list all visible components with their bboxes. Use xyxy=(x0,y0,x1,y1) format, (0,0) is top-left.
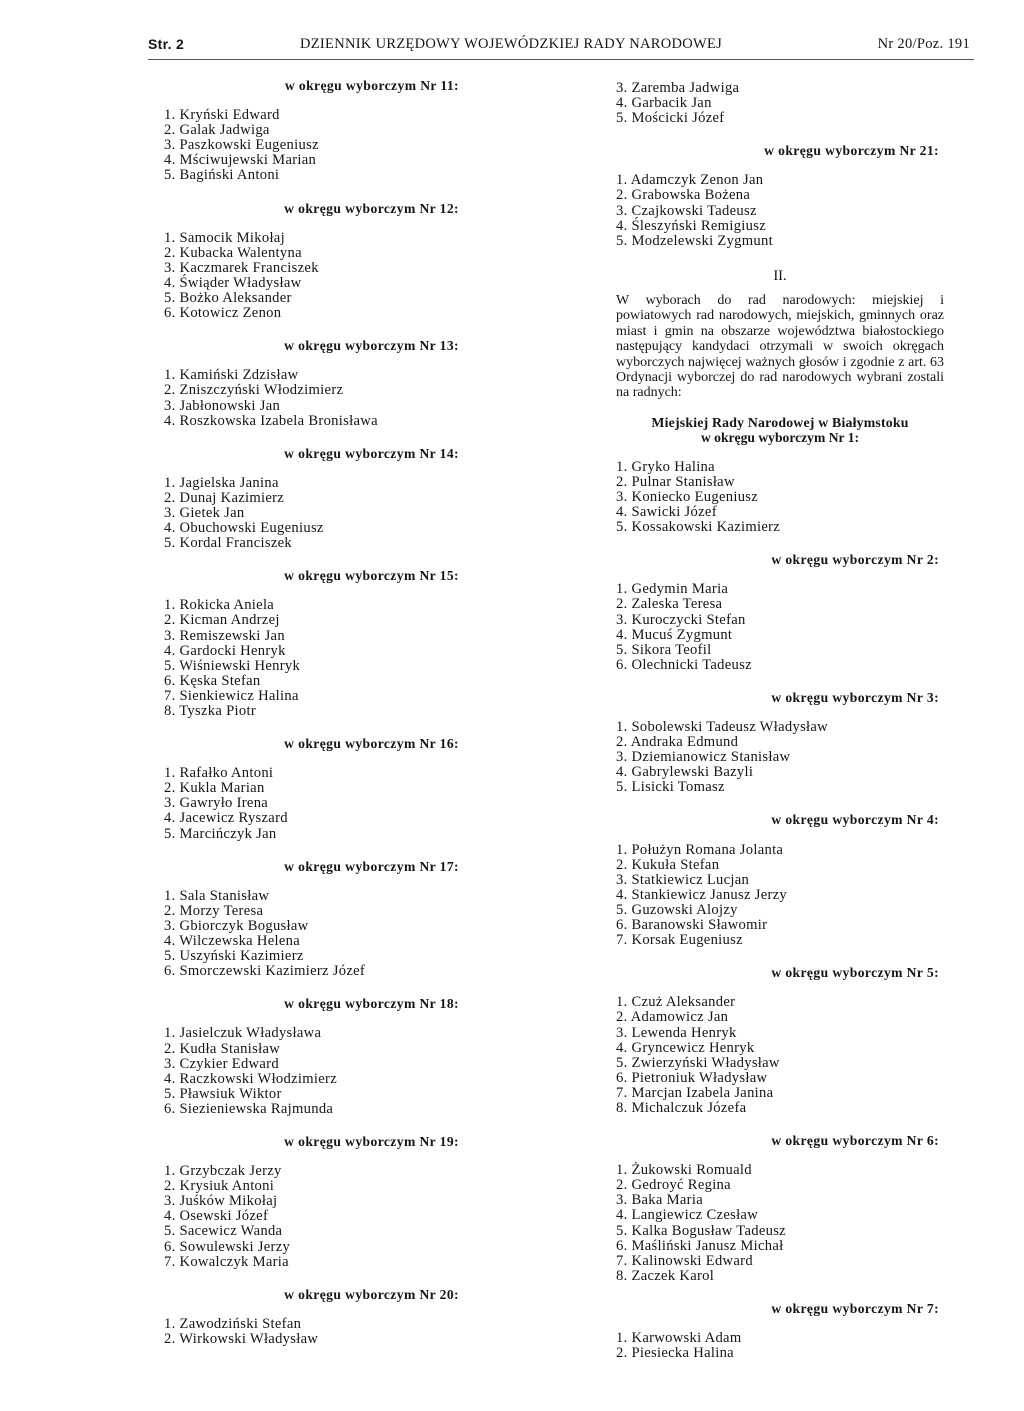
candidate-name: 5. Sacewicz Wanda xyxy=(164,1223,283,1240)
candidate-name: 3. Gawryło Irena xyxy=(164,795,269,812)
candidate-name: 2. Morzy Teresa xyxy=(164,902,264,919)
candidate-name: 7. Korsak Eugeniusz xyxy=(616,932,743,949)
district-heading: w okręgu wyborczym Nr 16: xyxy=(284,736,459,752)
candidate-name: 4. Świąder Władysław xyxy=(164,274,302,291)
council-title: Miejskiej Rady Narodowej w Białymstoku xyxy=(651,414,909,430)
candidate-name: 3. Czajkowski Tadeusz xyxy=(616,202,757,219)
candidate-name: 3. Dziemianowicz Stanisław xyxy=(616,749,791,766)
candidate-name: 3. Gietek Jan xyxy=(164,504,245,521)
candidate-name: 1. Samocik Mikołaj xyxy=(164,229,285,246)
district-heading: w okręgu wyborczym Nr 5: xyxy=(771,965,939,981)
district-heading: w okręgu wyborczym Nr 2: xyxy=(771,552,939,568)
candidate-name: 5. Modzelewski Zygmunt xyxy=(616,232,773,249)
candidate-name: 6. Kotowicz Zenon xyxy=(164,305,282,322)
candidate-name: 2. Kukuła Stefan xyxy=(616,856,720,873)
candidate-name: 6. Pietroniuk Władysław xyxy=(616,1069,768,1086)
candidate-name: 4. Jacewicz Ryszard xyxy=(164,810,288,827)
candidate-list xyxy=(616,843,944,949)
candidate-name: 6. Maśliński Janusz Michał xyxy=(616,1237,784,1254)
candidate-list xyxy=(164,368,464,428)
candidate-list xyxy=(616,1163,944,1284)
candidate-name: 2. Adamowicz Jan xyxy=(616,1009,729,1026)
candidate-name: 1. Jasielczuk Władysława xyxy=(164,1025,322,1042)
candidate-list xyxy=(164,231,464,322)
candidate-name: 3. Czykier Edward xyxy=(164,1055,279,1072)
candidate-list xyxy=(616,1331,944,1361)
council-districts xyxy=(616,430,944,1361)
district-heading: w okręgu wyborczym Nr 17: xyxy=(284,858,459,874)
candidate-name: 5. Kalka Bogusław Tadeusz xyxy=(616,1222,786,1239)
candidate-name: 8. Tyszka Piotr xyxy=(164,703,256,719)
candidate-name: 4. Sawicki Józef xyxy=(616,504,717,521)
candidate-list xyxy=(164,1317,464,1347)
candidate-name: 2. Andraka Edmund xyxy=(616,734,739,751)
district-heading: w okręgu wyborczym Nr 19: xyxy=(284,1133,459,1149)
candidate-name: 1. Czuż Aleksander xyxy=(616,994,736,1011)
page-number: Str. 2 xyxy=(148,36,185,52)
candidate-name: 1. Połużyn Romana Jolanta xyxy=(616,841,784,858)
candidate-name: 2. Grabowska Bożena xyxy=(616,187,751,204)
candidate-name: 2. Zniszczyński Włodzimierz xyxy=(164,382,344,399)
candidate-list xyxy=(164,476,464,551)
candidate-name: 5. Marcińczyk Jan xyxy=(164,825,277,842)
right-column xyxy=(616,78,944,1361)
candidate-name: 6. Smorczewski Kazimierz Józef xyxy=(164,963,366,980)
candidate-name: 2. Gedroyć Regina xyxy=(616,1177,731,1194)
candidate-name: 2. Dunaj Kazimierz xyxy=(164,489,285,506)
candidate-name: 1. Żukowski Romuald xyxy=(616,1162,752,1179)
candidate-name: 2. Kukla Marian xyxy=(164,780,265,797)
district-heading: w okręgu wyborczym Nr 7: xyxy=(771,1300,939,1316)
candidate-name: 4. Gabrylewski Bazyli xyxy=(616,764,754,781)
candidate-name: 4. Stankiewicz Janusz Jerzy xyxy=(616,886,788,903)
candidate-name: 1. Rafałko Antoni xyxy=(164,765,274,782)
candidate-name: 5. Lisicki Tomasz xyxy=(616,779,725,796)
district-heading: w okręgu wyborczym Nr 3: xyxy=(771,689,939,705)
page-header xyxy=(148,36,970,58)
candidate-name: 5. Sikora Teofil xyxy=(616,641,712,658)
candidate-name: 4. Langiewicz Czesław xyxy=(616,1207,759,1224)
candidate-name: 4. Mściwujewski Marian xyxy=(164,152,317,169)
candidate-name: 6. Siezieniewska Rajmunda xyxy=(164,1100,334,1117)
candidate-name: 4. Gardocki Henryk xyxy=(164,642,286,659)
candidate-name: 4. Raczkowski Włodzimierz xyxy=(164,1070,337,1087)
candidate-name: 1. Karwowski Adam xyxy=(616,1330,742,1346)
district-heading: w okręgu wyborczym Nr 6: xyxy=(771,1133,939,1149)
candidate-name: 4. Osewski Józef xyxy=(164,1208,269,1225)
candidate-name: 3. Lewenda Henryk xyxy=(616,1024,737,1041)
candidate-name: 8. Zaczek Karol xyxy=(616,1267,715,1284)
district-heading: w okręgu wyborczym Nr 20: xyxy=(284,1286,459,1302)
section-intro: W wyborach do rad narodowych: miejskiej i powiatowych rad narodowych, miejskich, gminnych oraz miast i gmin na obszarze województwa białostockiego następujący kandydaci otrzymali w swoich okręgach wyborczych najwięcej ważnych głosów i zgodnie z art. 63 Ordynacji wyborczej do rad narodowych wybrani zostali na radnych: xyxy=(616,292,944,401)
candidate-name: 5. Guzowski Alojzy xyxy=(616,901,738,918)
candidate-name: 6. Olechnicki Tadeusz xyxy=(616,656,752,673)
candidate-name: 1. Sala Stanisław xyxy=(164,887,270,904)
section-number: II. xyxy=(773,267,787,284)
candidate-name: 1. Jagielska Janina xyxy=(164,474,279,491)
candidate-name: 5. Kossakowski Kazimierz xyxy=(616,519,781,536)
candidate-name: 7. Sienkiewicz Halina xyxy=(164,687,299,704)
candidate-name: 1. Kryński Edward xyxy=(164,107,280,124)
candidate-name: 2. Kicman Andrzej xyxy=(164,612,280,629)
candidate-name: 4. Mucuś Zygmunt xyxy=(616,626,733,643)
candidate-name: 1. Sobolewski Tadeusz Władysław xyxy=(616,719,829,735)
candidate-name: 3. Kuroczycki Stefan xyxy=(616,611,746,628)
candidate-name: 2. Galak Jadwiga xyxy=(164,122,270,139)
district-heading-21: w okręgu wyborczym Nr 21: xyxy=(764,143,939,159)
candidate-name: 3. Statkiewicz Lucjan xyxy=(616,871,750,888)
candidate-list xyxy=(164,598,464,719)
candidate-name: 4. Wilczewska Helena xyxy=(164,933,301,950)
left-column xyxy=(164,78,464,1347)
candidate-name: 5. Uszyński Kazimierz xyxy=(164,948,304,965)
candidate-name: 6. Baranowski Sławomir xyxy=(616,917,768,934)
candidate-list xyxy=(616,995,944,1116)
candidate-list xyxy=(616,720,944,795)
candidate-name: 4. Obuchowski Eugeniusz xyxy=(164,520,324,537)
candidate-name: 5. Zwierzyński Władysław xyxy=(616,1054,780,1071)
candidate-name: 7. Kalinowski Edward xyxy=(616,1252,753,1269)
candidate-name: 6. Kęska Stefan xyxy=(164,672,261,689)
district-heading: w okręgu wyborczym Nr 4: xyxy=(771,812,939,828)
candidate-name: 4. Garbacik Jan xyxy=(616,95,712,112)
candidate-name: 2. Krysiuk Antoni xyxy=(164,1178,275,1195)
candidate-name: 8. Michalczuk Józefa xyxy=(616,1099,747,1116)
candidate-name: 7. Marcjan Izabela Janina xyxy=(616,1084,774,1101)
candidate-name: 1. Kamiński Zdzisław xyxy=(164,367,299,384)
candidate-name: 5. Kordal Franciszek xyxy=(164,535,292,552)
candidate-name: 3. Paszkowski Eugeniusz xyxy=(164,137,319,154)
candidate-name: 1. Rokicka Aniela xyxy=(164,597,275,614)
issue-number: Nr 20/Poz. 191 xyxy=(877,36,970,52)
candidate-list xyxy=(164,889,464,980)
candidate-name: 1. Gedymin Maria xyxy=(616,581,729,598)
candidate-list xyxy=(164,766,464,841)
district-heading: w okręgu wyborczym Nr 1: xyxy=(700,429,860,445)
candidate-name: 3. Koniecko Eugeniusz xyxy=(616,488,759,505)
candidate-name: 2. Piesiecka Halina xyxy=(616,1345,734,1362)
candidate-name: 3. Gbiorczyk Bogusław xyxy=(164,917,309,934)
candidate-name: 2. Pulnar Stanisław xyxy=(616,473,735,490)
candidate-name: 3. Jabłonowski Jan xyxy=(164,397,281,414)
candidate-name: 6. Sowulewski Jerzy xyxy=(164,1238,291,1255)
candidate-name: 2. Wirkowski Władysław xyxy=(164,1330,319,1347)
candidate-name: 1. Zawodziński Stefan xyxy=(164,1315,302,1332)
candidate-name: 3. Kaczmarek Franciszek xyxy=(164,259,319,276)
candidate-list xyxy=(164,1026,464,1117)
candidate-name: 1. Adamczyk Zenon Jan xyxy=(616,172,764,189)
candidate-name: 5. Pławsiuk Wiktor xyxy=(164,1085,282,1102)
district-heading: w okręgu wyborczym Nr 12: xyxy=(284,200,459,216)
candidate-name: 5. Bożko Aleksander xyxy=(164,290,292,307)
candidate-list xyxy=(164,108,464,183)
candidate-name: 4. Roszkowska Izabela Bronisława xyxy=(164,412,378,429)
district-heading: w okręgu wyborczym Nr 15: xyxy=(284,568,459,584)
candidate-name: 3. Baka Maria xyxy=(616,1192,703,1209)
candidate-name: 5. Bagiński Antoni xyxy=(164,167,280,184)
candidate-list xyxy=(164,1164,464,1270)
candidate-name: 4. Śleszyński Remigiusz xyxy=(616,217,766,234)
district-heading: w okręgu wyborczym Nr 18: xyxy=(284,996,459,1012)
district-21-list xyxy=(616,173,944,248)
header-rule xyxy=(148,59,974,60)
candidate-name: 3. Juśków Mikołaj xyxy=(164,1193,278,1210)
candidate-list xyxy=(616,460,944,535)
journal-title: DZIENNIK URZĘDOWY WOJEWÓDZKIEJ RADY NARODOWEJ xyxy=(300,36,723,52)
candidate-name: 1. Gryko Halina xyxy=(616,458,715,475)
continued-list xyxy=(616,81,944,126)
candidate-name: 3. Remiszewski Jan xyxy=(164,627,285,644)
candidate-list xyxy=(616,582,944,673)
candidate-name: 5. Wiśniewski Henryk xyxy=(164,657,301,674)
candidate-name: 3. Zaremba Jadwiga xyxy=(616,80,740,96)
candidate-name: 5. Mościcki Józef xyxy=(616,110,725,127)
district-heading: w okręgu wyborczym Nr 14: xyxy=(284,445,459,461)
candidate-name: 2. Zaleska Teresa xyxy=(616,596,723,613)
district-heading: w okręgu wyborczym Nr 13: xyxy=(284,338,459,354)
candidate-name: 2. Kubacka Walentyna xyxy=(164,244,302,261)
candidate-name: 4. Gryncewicz Henryk xyxy=(616,1039,755,1056)
candidate-name: 2. Kudła Stanisław xyxy=(164,1040,281,1057)
candidate-name: 7. Kowalczyk Maria xyxy=(164,1253,289,1270)
candidate-name: 1. Grzybczak Jerzy xyxy=(164,1163,282,1180)
district-heading: w okręgu wyborczym Nr 11: xyxy=(284,78,459,93)
